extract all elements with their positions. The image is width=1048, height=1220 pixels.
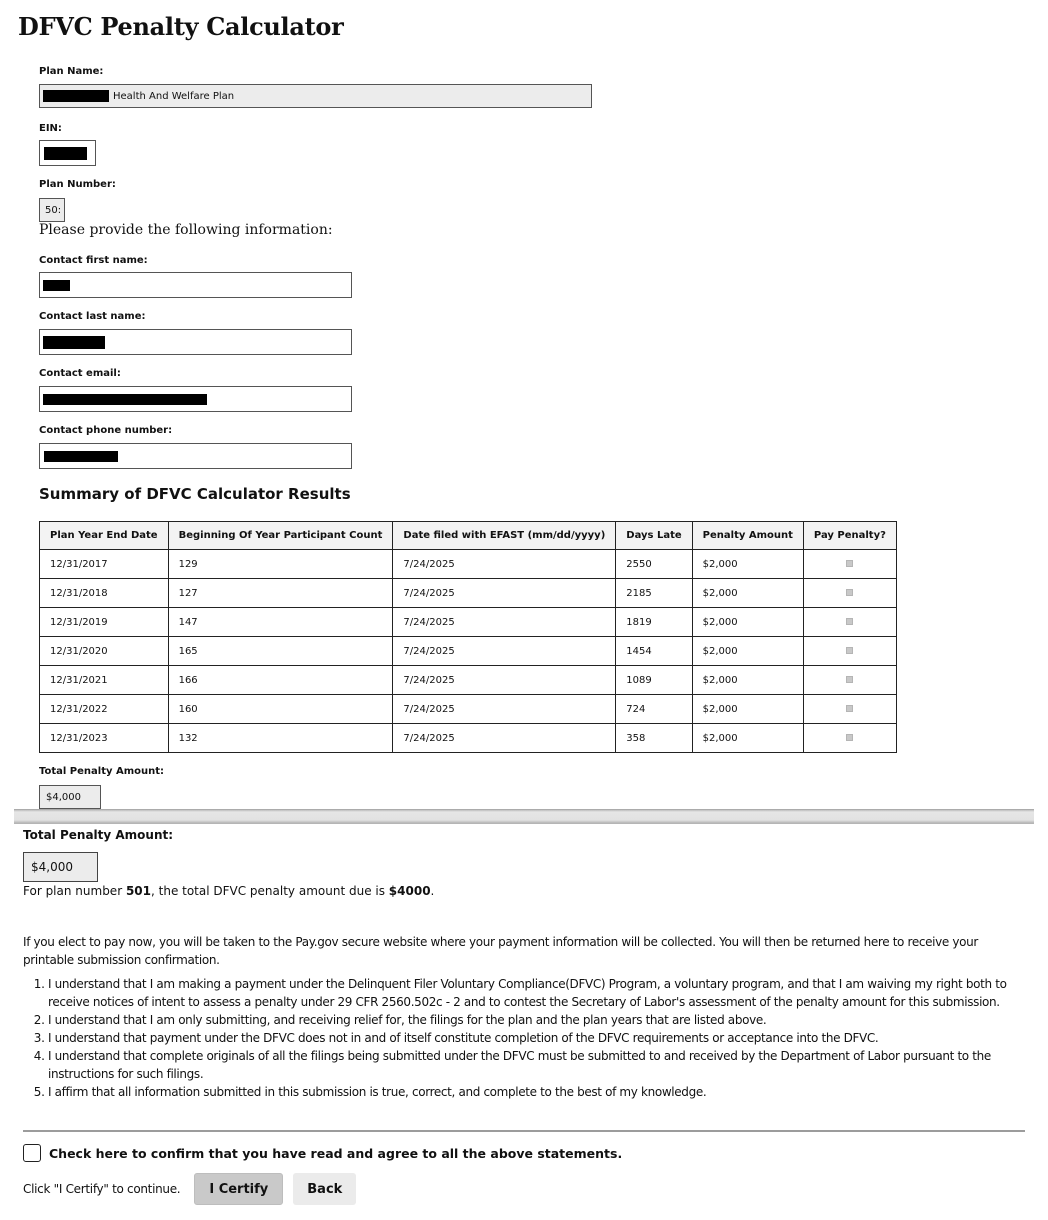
participant-count-cell: 147 [168,608,393,637]
statement-item: 4. I understand that complete originals of all the filings being submitted under the DFVC must be submitted to and received by the Department of Labor pursuant to the instructions for such filings. [48,1047,1028,1083]
pay-penalty-cell [803,608,896,637]
table-row [40,550,897,579]
column-header: Penalty Amount [692,522,803,550]
summary-amount: $4000 [388,884,431,898]
pay-penalty-cell [803,724,896,753]
pay-penalty-cell [803,695,896,724]
plan-year-end-cell: 12/31/2021 [40,666,169,695]
pay-penalty-checkbox[interactable] [846,618,853,625]
participant-count-cell: 165 [168,637,393,666]
certification-statements [48,975,1028,1101]
payment-total-value: $4,000 [31,860,73,874]
plan-year-end-cell: 12/31/2019 [40,608,169,637]
date-filed-cell: 7/24/2025 [393,550,616,579]
days-late-cell: 1454 [616,637,692,666]
statement-item: 3. I understand that payment under the DFVC does not in and of itself constitute completion of the DFVC requirements or acceptance into the DFVC. [48,1029,1028,1047]
pay-penalty-cell [803,550,896,579]
pay-penalty-cell [803,579,896,608]
total-penalty-field[interactable] [39,785,101,809]
plan-year-end-cell: 12/31/2018 [40,579,169,608]
participant-count-cell: 132 [168,724,393,753]
days-late-cell: 2550 [616,550,692,579]
pay-penalty-cell [803,666,896,695]
first-name-label: Contact first name: [39,255,148,266]
penalty-summary-text [23,884,434,898]
back-button[interactable]: Back [293,1173,356,1205]
table-row [40,695,897,724]
ein-label: EIN: [39,123,62,134]
plan-year-end-cell: 12/31/2022 [40,695,169,724]
last-name-input[interactable] [39,329,352,355]
date-filed-cell: 7/24/2025 [393,724,616,753]
last-name-label: Contact last name: [39,311,146,322]
column-header: Beginning Of Year Participant Count [168,522,393,550]
date-filed-cell: 7/24/2025 [393,608,616,637]
column-header: Date filed with EFAST (mm/dd/yyyy) [393,522,616,550]
results-table [39,521,897,753]
table-header-row [40,522,897,550]
column-header: Days Late [616,522,692,550]
confirm-checkbox[interactable] [23,1144,41,1162]
date-filed-cell: 7/24/2025 [393,637,616,666]
statement-item: 1. I understand that I am making a payment under the Delinquent Filer Voluntary Compliance(DFVC) Program, a voluntary program, and that I am waiving my right both to receive notices of intent to assess a penalty under 29 CFR 2560.502c - 2 and to contest the Secretary of Labor's assessment of the penalty amount for this submission. [48,975,1028,1011]
penalty-amount-cell: $2,000 [692,550,803,579]
email-label: Contact email: [39,368,121,379]
days-late-cell: 2185 [616,579,692,608]
date-filed-cell: 7/24/2025 [393,666,616,695]
summary-heading: Summary of DFVC Calculator Results [39,485,351,503]
summary-prefix: For plan number [23,884,126,898]
redacted-text [43,280,70,291]
confirm-label[interactable]: Check here to confirm that you have read and agree to all the above statements. [49,1145,623,1161]
days-late-cell: 1089 [616,666,692,695]
plan-name-field[interactable] [39,84,592,108]
page-title: DFVC Penalty Calculator [18,12,344,41]
contact-instruction: Please provide the following information: [39,222,333,238]
participant-count-cell: 160 [168,695,393,724]
plan-year-end-cell: 12/31/2017 [40,550,169,579]
days-late-cell: 358 [616,724,692,753]
plan-name-value: Health And Welfare Plan [113,90,235,102]
summary-middle: , the total DFVC penalty amount due is [151,884,389,898]
penalty-amount-cell: $2,000 [692,579,803,608]
plan-number-value: 50: [45,204,62,216]
pay-penalty-checkbox[interactable] [846,705,853,712]
phone-input[interactable] [39,443,352,469]
certify-hint: Click "I Certify" to continue. [23,1182,181,1196]
redacted-text [43,394,207,405]
participant-count-cell: 127 [168,579,393,608]
payment-total-field[interactable] [23,852,98,882]
action-row [23,1173,366,1205]
pay-penalty-checkbox[interactable] [846,647,853,654]
total-penalty-label: Total Penalty Amount: [39,766,165,777]
penalty-amount-cell: $2,000 [692,608,803,637]
summary-plan-number: 501 [125,884,151,898]
summary-suffix: . [430,884,435,898]
plan-year-end-cell: 12/31/2020 [40,637,169,666]
date-filed-cell: 7/24/2025 [393,695,616,724]
days-late-cell: 724 [616,695,692,724]
confirm-row [23,1144,622,1162]
table-row [40,724,897,753]
redacted-text [44,451,118,462]
table-row [40,579,897,608]
table-row [40,637,897,666]
plan-name-label: Plan Name: [39,66,104,77]
ein-field[interactable] [39,140,96,166]
table-row [40,608,897,637]
column-header: Plan Year End Date [40,522,169,550]
statement-item: 2. I understand that I am only submitting, and receiving relief for, the filings for the plan and the plan years that are listed above. [48,1011,1028,1029]
plan-year-end-cell: 12/31/2023 [40,724,169,753]
first-name-input[interactable] [39,272,352,298]
pay-penalty-checkbox[interactable] [846,560,853,567]
table-row [40,666,897,695]
pay-penalty-checkbox[interactable] [846,589,853,596]
i-certify-button[interactable]: I Certify [194,1173,283,1205]
days-late-cell: 1819 [616,608,692,637]
section-divider [14,809,1034,824]
redacted-text [44,147,87,160]
phone-label: Contact phone number: [39,425,173,436]
date-filed-cell: 7/24/2025 [393,579,616,608]
pay-penalty-cell [803,637,896,666]
participant-count-cell: 129 [168,550,393,579]
total-penalty-value: $4,000 [46,791,81,803]
participant-count-cell: 166 [168,666,393,695]
plan-number-field[interactable] [39,198,65,222]
statement-item: 5. I affirm that all information submitted in this submission is true, correct, and complete to the best of my knowledge. [48,1083,1028,1101]
penalty-amount-cell: $2,000 [692,666,803,695]
penalty-amount-cell: $2,000 [692,724,803,753]
pay-penalty-checkbox[interactable] [846,676,853,683]
column-header: Pay Penalty? [803,522,896,550]
pay-now-notice: If you elect to pay now, you will be taken to the Pay.gov secure website where your payment information will be collected. You will then be returned here to receive your printable submission confirmation. [23,935,978,967]
penalty-amount-cell: $2,000 [692,695,803,724]
email-input[interactable] [39,386,352,412]
plan-number-label: Plan Number: [39,179,116,190]
redacted-text [43,336,105,349]
payment-total-label: Total Penalty Amount: [23,828,174,842]
pay-penalty-checkbox[interactable] [846,734,853,741]
redacted-text [43,90,109,102]
penalty-amount-cell: $2,000 [692,637,803,666]
divider [23,1130,1025,1132]
